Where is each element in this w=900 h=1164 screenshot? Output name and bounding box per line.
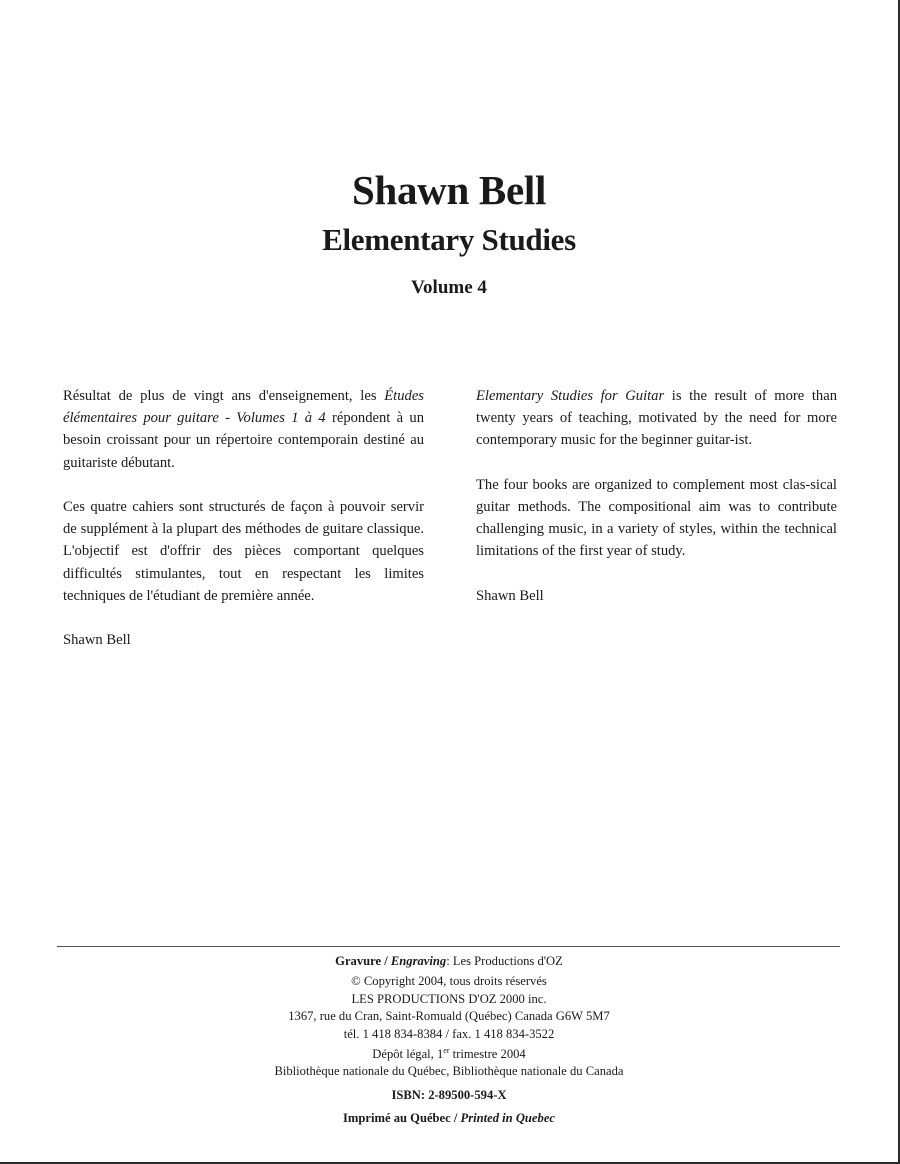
french-signature: Shawn Bell — [63, 632, 131, 649]
legal-deposit-line — [0, 1046, 898, 1063]
publisher-line: LES PRODUCTIONS D'OZ 2000 inc. — [351, 991, 547, 1006]
french-column — [63, 385, 424, 674]
english-paragraph-2: The four books are organized to complement most clas-sical guitar methods. The compositional aim was to contribute challenging music, in a variety of styles, within the technical limitations of the first year of study. — [476, 476, 837, 560]
english-signature: Shawn Bell — [476, 587, 544, 604]
french-p1-text-end: répondent à un besoin croissant pour un répertoire contemporain destiné au guitariste débutant. — [63, 410, 425, 471]
printed-label-en: Printed in Quebec — [460, 1111, 555, 1126]
english-paragraph-1 — [476, 385, 837, 452]
engraving-label-fr: Gravure — [335, 954, 382, 968]
english-series-title: Elementary Studies for Guitar — [476, 388, 665, 404]
english-p1-text: is the result of more than twenty years of teaching, motivated by the need for more contemporary music for the beginner guitar-ist. — [476, 388, 837, 449]
engraving-line — [0, 953, 898, 970]
copyright-line: © Copyright 2004, tous droits réservés — [351, 974, 547, 989]
engraving-separator: / — [381, 954, 391, 968]
phone-line: tél. 1 418 834-8384 / fax. 1 418 834-3522 — [343, 1026, 555, 1041]
printed-line — [0, 1110, 898, 1127]
credits-block — [0, 953, 898, 1128]
printed-separator: / — [450, 1111, 461, 1126]
address-line: 1367, rue du Cran, Saint-Romuald (Québec) Canada G6W 5M7 — [288, 1009, 610, 1024]
volume-label: Volume 4 — [411, 277, 487, 298]
english-column — [476, 385, 837, 629]
legal-deposit-ordinal: er — [443, 1046, 450, 1056]
engraving-label-en: Engraving — [390, 954, 447, 968]
libraries-line: Bibliothèque nationale du Québec, Bibliothèque nationale du Canada — [274, 1064, 624, 1079]
engraving-value: : Les Productions d'OZ — [446, 954, 563, 968]
french-p1-text-start: Résultat de plus de vingt ans d'enseignement, les — [63, 388, 385, 404]
legal-deposit-prefix: Dépôt légal, 1 — [372, 1047, 444, 1062]
printed-label-fr: Imprimé au Québec — [343, 1111, 451, 1126]
french-series-title: Études élémentaires pour guitare - Volumes 1 à 4 — [63, 388, 424, 427]
legal-deposit-suffix: trimestre 2004 — [449, 1047, 526, 1062]
french-paragraph-2: Ces quatre cahiers sont structurés de façon à pouvoir servir de supplément à la plupart des méthodes de guitare classique. L'objectif est d'offrir des pièces comportant quelques difficultés stimulantes, tout en respectant les limites techniques de l'étudiant de première année. — [63, 499, 424, 604]
author-name: Shawn Bell — [351, 167, 547, 213]
isbn-line: ISBN: 2-89500-594-X — [391, 1087, 507, 1102]
french-paragraph-1 — [63, 385, 424, 474]
credits-divider — [57, 946, 840, 947]
book-title: Elementary Studies — [322, 222, 576, 257]
